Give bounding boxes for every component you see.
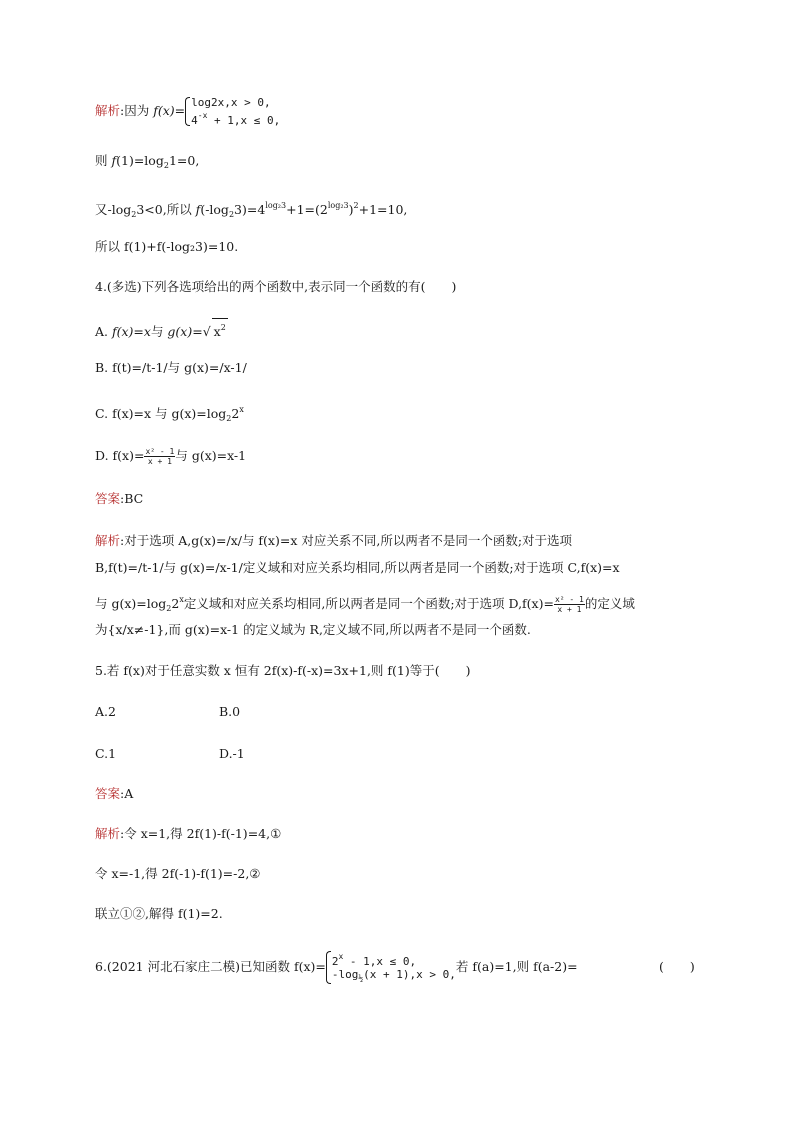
q3-step2: 又$-\log_23<0$,所以 $f(-\log_23)=4^{log_23}+1=(2^{log_23})^2+1=10$, [95, 201, 408, 219]
sqrt-symbol: √ [202, 324, 211, 339]
answer-label: 答案 [95, 491, 121, 506]
q3-analysis-intro: :因为 [120, 103, 154, 118]
q4-stem: 4.(多选)下列各选项给出的两个函数中,表示同一个函数的有( ) [95, 279, 457, 294]
q5-option-d: D.-1 [219, 746, 245, 761]
q6-stem: 6.(2021 河北石家庄二模)已知函数 f(x)= 2$^x$ - 1,x ≤ 0, $-\log_{\frac{1}{2}}(x + 1),x > 0$, 若 f(a)=1,则 f(a-2)= [95, 952, 578, 983]
q4-option-a: A. f(x)=x与 g(x)=√ $x^2$ [95, 318, 228, 341]
q3-step3: 所以 f(1)+f(-log₂3)=10. [95, 239, 239, 254]
analysis-label: 解析 [95, 533, 121, 548]
q3-step1: 则 $f(1)=\log_21=0$, [95, 153, 200, 170]
q5-explanation-line2: 令 x=-1,得 2f(-1)-f(1)=-2,② [95, 866, 261, 881]
answer-label: 答案 [95, 786, 121, 801]
q4-explanation-line3: 与 $g(x)=\log_22^x$定义域和对应关系均相同,所以两者是同一个函数;对于选项 D,f(x)= $\frac{\text{x² - 1}}{x + 1}$ 的定义域 [95, 595, 635, 614]
q5-answer: 答案:A [95, 786, 134, 801]
q4-option-b: B. f(t)=/t-1/与 g(x)=/x-1/ [95, 360, 247, 375]
analysis-label: 解析 [95, 103, 121, 118]
q5-option-c: C.1 [95, 746, 117, 761]
q4-option-c: C. f(x)=x 与 $g(x)=\log_22^x$ [95, 405, 244, 423]
q4-answer: 答案:BC [95, 491, 144, 506]
analysis-label: 解析 [95, 826, 121, 841]
q4-option-d: D. f(x)= $\frac{\text{x² - 1}}{x + 1}$ 与 g(x)=x-1 [95, 447, 247, 466]
q5-option-b: B.0 [219, 704, 241, 719]
q3-analysis-line1: 解析:因为 f(x)= log2x,x > 0, $4^{-x} + 1,x \le 0$, [95, 96, 281, 127]
q4-explanation-line4: 为{x/x≠-1},而 g(x)=x-1 的定义域为 R,定义域不同,所以两者不是同一个函数. [95, 622, 531, 637]
q4-explanation-line2: B,f(t)=/t-1/与 g(x)=/x-1/定义域和对应关系均相同,所以两者是同一个函数;对于选项 C,f(x)=x [95, 560, 620, 575]
q4-explanation-line1: 解析:对于选项 A,g(x)=/x/与 f(x)=x 对应关系不同,所以两者不是同一个函数;对于选项 [95, 533, 573, 548]
fraction: $\frac{\text{x² - 1}}{x + 1}$ [554, 595, 584, 614]
q6-answer-bracket: ( ) [659, 959, 695, 974]
piecewise-function: 2$^x$ - 1,x ≤ 0, $-\log_{\frac{1}{2}}(x + 1),x > 0$, [326, 950, 456, 985]
fraction: $\frac{\text{x² - 1}}{x + 1}$ [145, 447, 175, 466]
q5-explanation-line3: 联立①②,解得 f(1)=2. [95, 906, 223, 921]
q5-stem: 5.若 f(x)对于任意实数 x 恒有 2f(x)-f(-x)=3x+1,则 f(1)等于( ) [95, 663, 471, 678]
q5-option-a: A.2 [95, 704, 116, 719]
q5-explanation-line1: 解析:令 x=1,得 2f(1)-f(-1)=4,① [95, 826, 282, 841]
piecewise-function: log2x,x > 0, $4^{-x} + 1,x \le 0$, [185, 96, 280, 127]
